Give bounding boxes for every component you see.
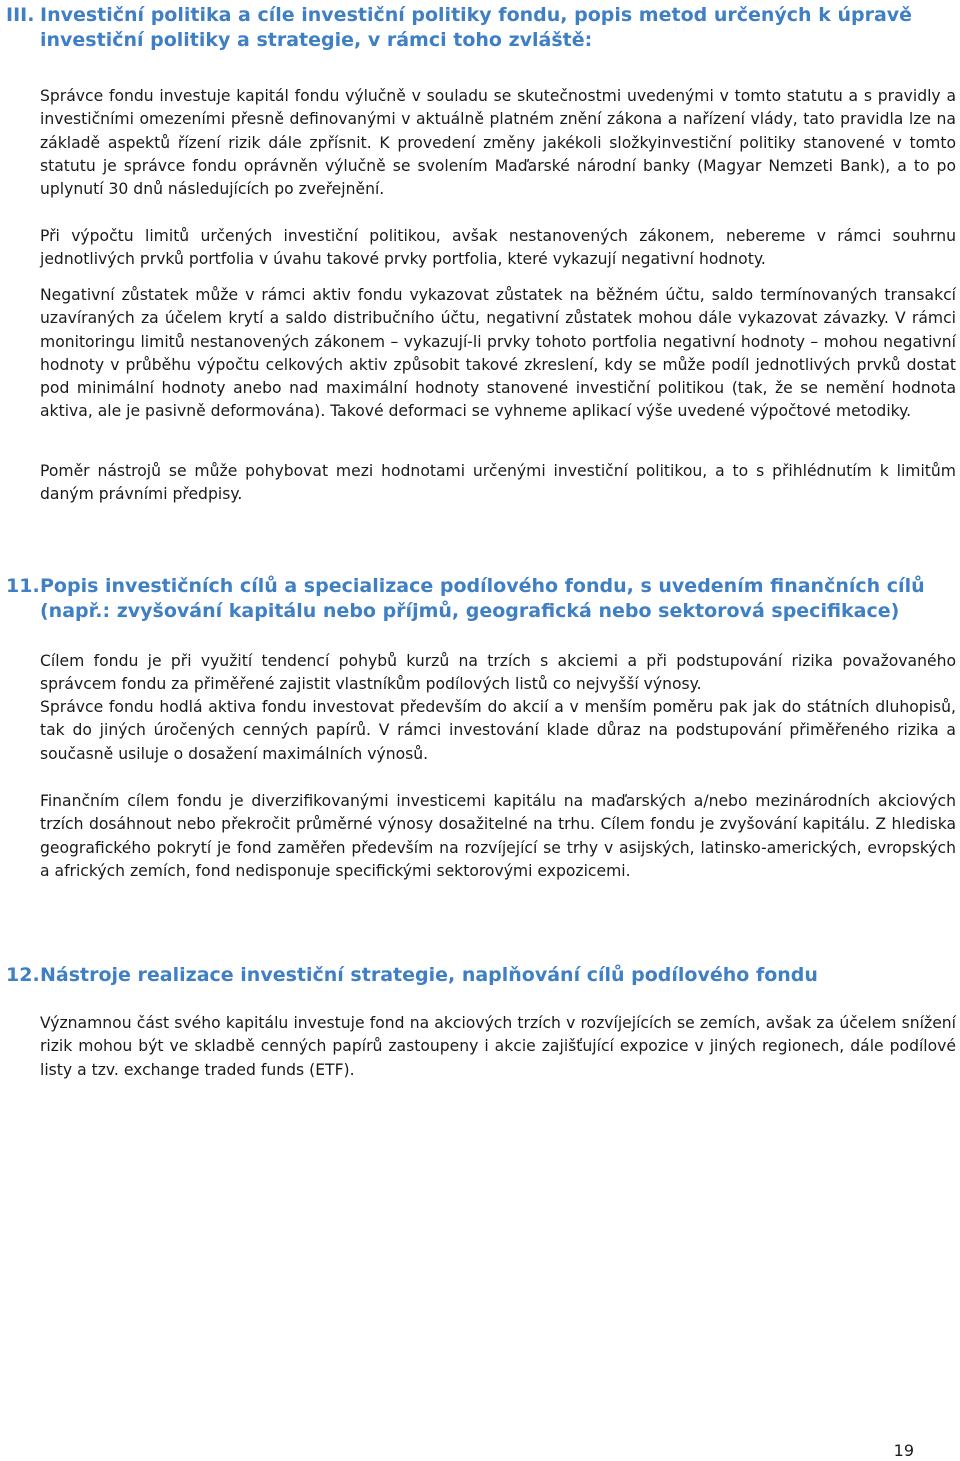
section-11-paragraph-2: Správce fondu hodlá aktiva fondu investovat především do akcií a v menším poměru pak jak do státních dluhopisů, tak do jiných úročených cenných papírů. V rámci investování klade důraz na podstupování přiměřeného rizika a současně usiluje o dosažení maximálních výnosů. [40, 698, 956, 763]
section-11-heading [6, 574, 956, 624]
section-11-paragraph-1: Cílem fondu je při využití tendencí pohybů kurzů na trzích s akciemi a při podstupování rizika považovaného správcem fondu za přiměřené zajistit vlastníkům podílových listů co nejvyšší výnosy. [40, 652, 956, 694]
section-iii-paragraph-4: Poměr nástrojů se může pohybovat mezi hodnotami určenými investiční politikou, a to s přihlédnutím k limitům daným právními předpisy. [40, 462, 956, 504]
section-11-number: 11. [6, 575, 40, 597]
section-11-title: Popis investičních cílů a specializace podílového fondu, s uvedením finančních cílů (např.: zvyšování kapitálu nebo příjmů, geografická nebo sektorová specifikace) [40, 575, 925, 622]
section-iii-heading [6, 3, 956, 53]
section-iii-paragraph-1: Správce fondu investuje kapitál fondu výlučně v souladu se skutečnostmi uvedenými v tomto statutu a s pravidly a investičními omezeními přesně definovanými v aktuálně platném znění zákona a nařízení vlády, tato pravidla lze na základě aspektů řízení rizik dále zpřísnit. K provedení změny jakékoli složkyinvestiční politiky stanovené v tomto statutu je správce fondu oprávněn výlučně se svolením Maďarské národní banky (Magyar Nemzeti Bank), a to po uplynutí 30 dnů následujících po zveřejnění. [40, 87, 956, 199]
page-number: 19 [893, 1441, 914, 1460]
section-iii-paragraph-2: Při výpočtu limitů určených investiční politikou, avšak nestanovených zákonem, nebereme v rámci souhrnu jednotlivých prvků portfolia v úvahu takové prvky portfolia, které vykazují negativní hodnoty. [40, 227, 956, 269]
section-12-number: 12. [6, 964, 40, 986]
section-11-paragraph-3: Finančním cílem fondu je diverzifikovanými investicemi kapitálu na maďarských a/nebo mezinárodních akciových trzích dosáhnout nebo překročit průměrné výnosy dosažitelné na trhu. Cílem fondu je zvyšování kapitálu. Z hlediska geografického pokrytí je fond zaměřen především na rozvíjející se trhy v asijských, latinsko-amerických, evropských a afrických zemích, fond nedisponuje specifickými sektorovými expozicemi. [40, 792, 956, 880]
section-12-paragraph-1: Významnou část svého kapitálu investuje fond na akciových trzích v rozvíjejících se zemích, avšak za účelem snížení rizik mohou být ve skladbě cenných papírů zastoupeny i akcie zajišťující expozice v jiných regionech, dále podílové listy a tzv. exchange traded funds (ETF). [40, 1014, 956, 1079]
section-12-heading [6, 963, 956, 988]
section-iii-paragraph-3: Negativní zůstatek může v rámci aktiv fondu vykazovat zůstatek na běžném účtu, saldo termínovaných transakcí uzavíraných za účelem krytí a saldo distribučního účtu, negativní zůstatek mohou dále vykazovat závazky. V rámci monitoringu limitů nestanovených zákonem – vykazují-li prvky tohoto portfolia negativní hodnoty – mohou negativní hodnoty v průběhu výpočtu celkových aktiv způsobit takové zkreslení, kdy se může podíl jednotlivých prvků dostat pod minimální hodnoty anebo nad maximální hodnoty stanovené investiční politikou (tak, že se nemění hodnota aktiva, ale je pasivně deformována). Takové deformaci se vyhneme aplikací výše uvedené výpočtové metodiky. [40, 286, 956, 421]
section-iii-title: Investiční politika a cíle investiční politiky fondu, popis metod určených k úpravě investiční politiky a strategie, v rámci toho zvláště: [40, 4, 913, 51]
section-iii-number: III. [6, 4, 35, 26]
section-12-title: Nástroje realizace investiční strategie, naplňování cílů podílového fondu [40, 964, 818, 986]
